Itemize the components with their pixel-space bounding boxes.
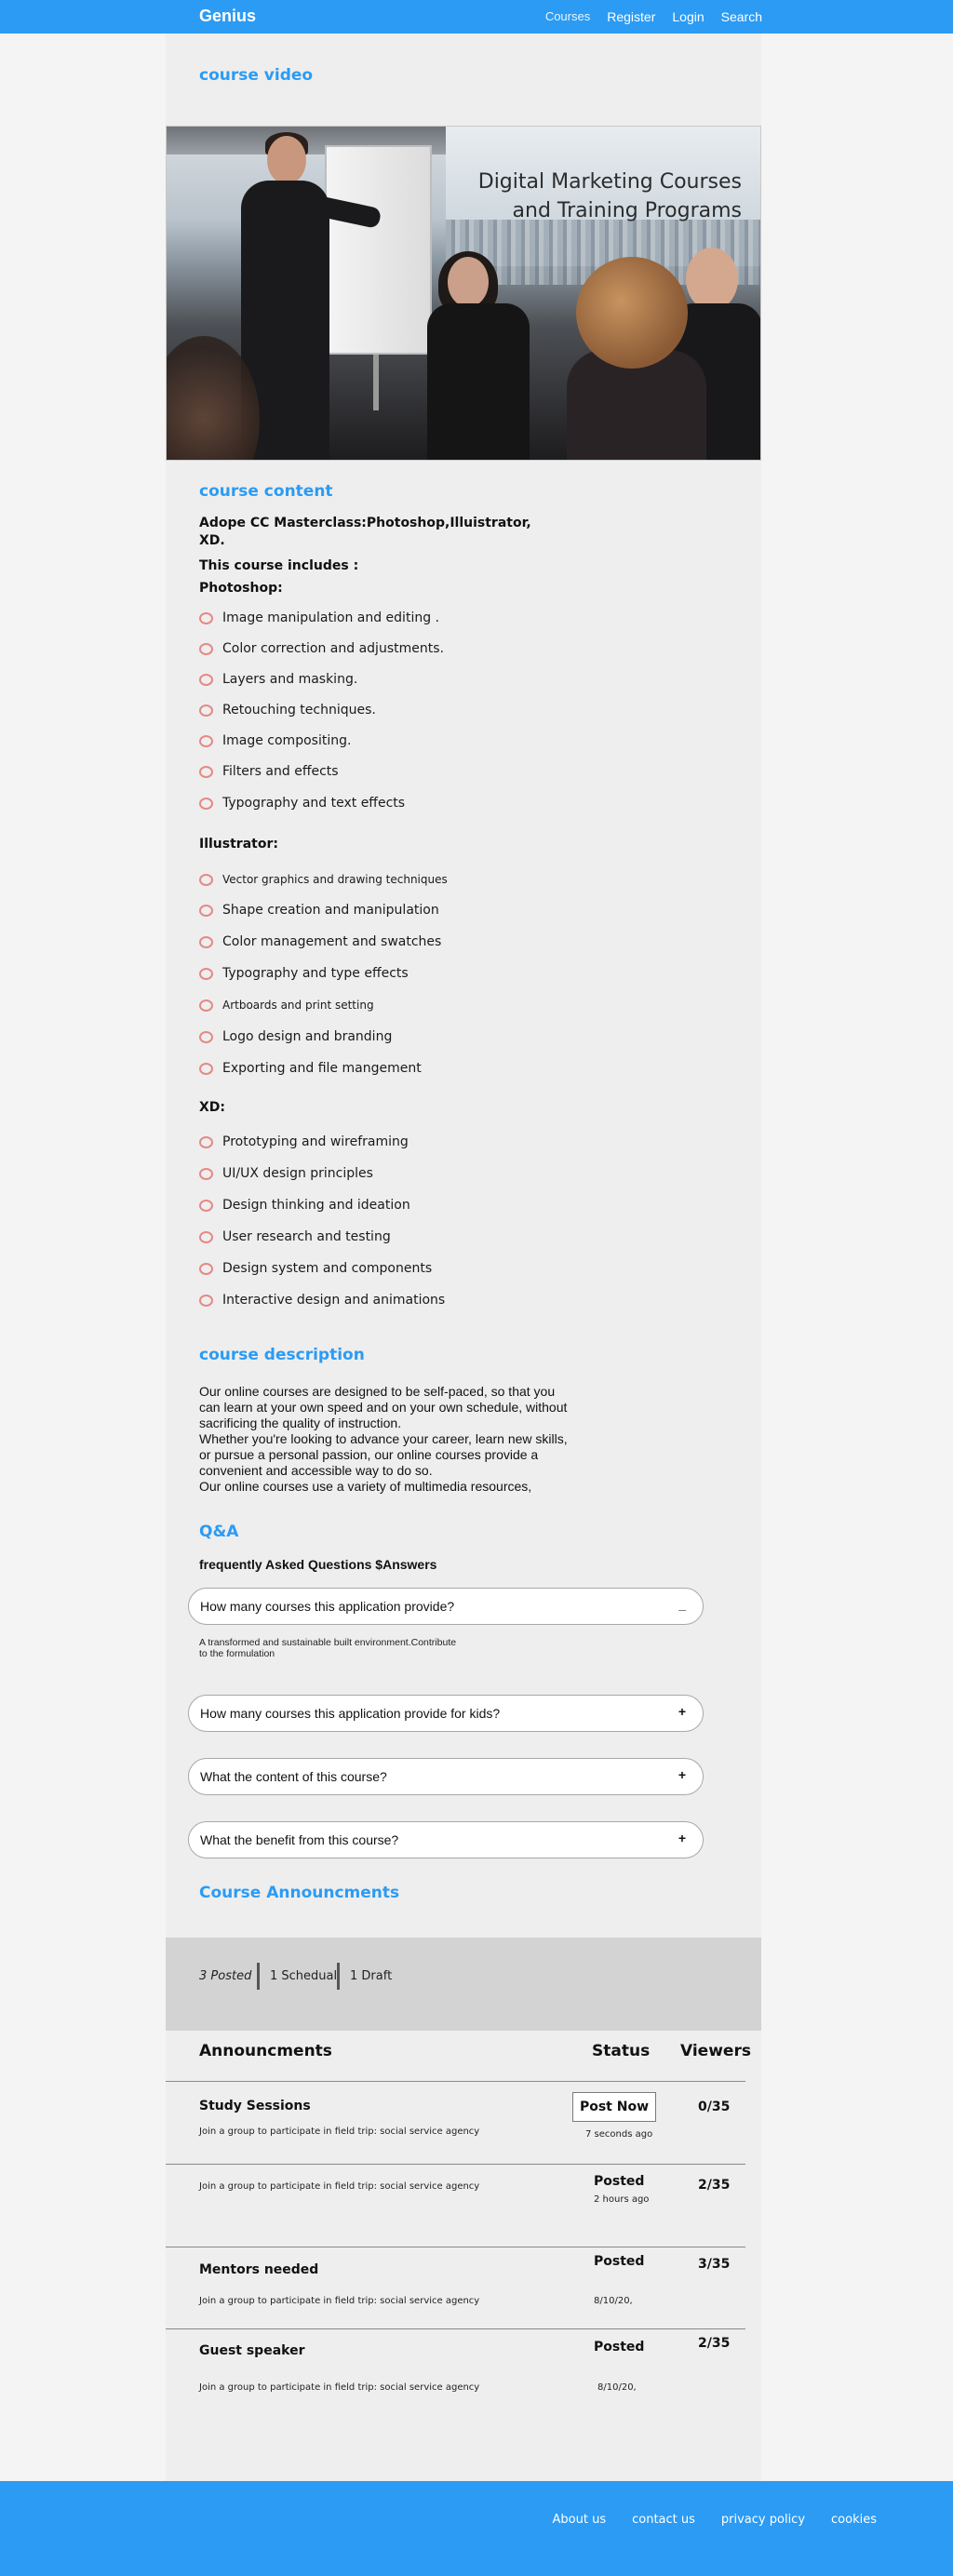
course-includes-label: This course includes : (199, 558, 359, 573)
attendee-figure (427, 257, 530, 461)
bullet-circle-icon (199, 1031, 213, 1043)
course-description-text: Our online courses are designed to be self-paced, so that you can learn at your own speed and on your own schedule, without sacrificing the quality of instruction. Whether you're looking to advance your career, learn new skills, or pursue a personal passion, our online courses provide a convenient and accessible way to do so. Our online courses use a variety of multimedia resources, (199, 1384, 568, 1494)
course-name: Adope CC Masterclass:Photoshop,Illuistrator, (199, 516, 531, 530)
viewer-count: 3/35 (698, 2257, 731, 2272)
bullet-circle-icon (199, 968, 213, 980)
course-video-title: course video (199, 66, 314, 85)
list-item (199, 731, 351, 751)
list-item-text: Color correction and adjustments. (222, 641, 444, 656)
announcement-text: Join a group to participate in field trip: social service agency (199, 2181, 480, 2192)
status-badge: Posted (594, 2340, 645, 2355)
faq-question-3[interactable] (188, 1758, 704, 1795)
course-video[interactable] (166, 126, 761, 461)
footer-link-about[interactable]: About us (552, 2513, 607, 2527)
footer-link-contact[interactable]: contact us (632, 2513, 695, 2527)
footer-link-privacy[interactable]: privacy policy (720, 2513, 806, 2527)
footer (0, 2481, 953, 2576)
collapse-icon[interactable]: _ (678, 1597, 686, 1612)
qa-title: Q&A (199, 1523, 239, 1541)
list-item-text: Typography and text effects (222, 796, 406, 811)
list-item-text: Exporting and file mangement (222, 1061, 422, 1076)
row-divider (166, 2328, 745, 2329)
faq-answer-line: to the formulation (199, 1648, 275, 1659)
nav-link-courses[interactable]: Courses (544, 9, 591, 23)
announcement-title[interactable]: Guest speaker (199, 2343, 305, 2358)
viewer-count: 2/35 (698, 2336, 731, 2351)
hero-title (435, 168, 742, 225)
col-header-status: Status (592, 2042, 651, 2060)
faq-question-text: What the content of this course? (200, 1769, 387, 1784)
list-item (199, 963, 409, 984)
bullet-circle-icon (199, 1263, 213, 1275)
bullet-circle-icon (199, 905, 213, 917)
nav-link-login[interactable]: Login (672, 9, 705, 24)
faq-answer (199, 1637, 478, 1659)
list-item (199, 608, 439, 628)
announcements-title: Course Announcments (199, 1884, 400, 1902)
footer-links (553, 2513, 877, 2527)
list-item (199, 869, 448, 890)
list-item-text: Interactive design and animations (222, 1293, 446, 1308)
announcement-title[interactable]: Mentors needed (199, 2262, 319, 2277)
list-item (199, 700, 376, 720)
course-content-title: course content (199, 482, 333, 501)
row-divider (166, 2081, 745, 2082)
list-item (199, 1195, 410, 1215)
whiteboard (325, 145, 432, 355)
nav-link-search[interactable]: Search (720, 9, 762, 24)
list-item (199, 761, 339, 782)
list-item (199, 638, 444, 659)
nav-link-register[interactable]: Register (607, 9, 656, 24)
list-item (199, 1290, 445, 1310)
list-item-text: Prototyping and wireframing (222, 1134, 409, 1149)
bullet-circle-icon (199, 735, 213, 747)
list-item (199, 900, 439, 920)
faq-answer-line: A transformed and sustainable built environment.Contribute (199, 1637, 457, 1648)
bullet-circle-icon (199, 1168, 213, 1180)
faq-question-text: What the benefit from this course? (200, 1832, 399, 1847)
bullet-circle-icon (199, 1295, 213, 1307)
status-badge: Posted (594, 2174, 645, 2189)
status-time: 8/10/20, (594, 2296, 633, 2306)
expand-icon[interactable]: + (678, 1767, 686, 1782)
tab-posted[interactable]: 3 Posted (199, 1969, 252, 1983)
list-item-text: Artboards and print setting (222, 999, 374, 1012)
faq-subtitle: frequently Asked Questions $Answers (199, 1557, 437, 1572)
bullet-circle-icon (199, 1063, 213, 1075)
tab-draft[interactable]: 1 Draft (350, 1969, 393, 1983)
list-item (199, 1058, 422, 1079)
faq-question-4[interactable] (188, 1821, 704, 1858)
list-item-text: Image manipulation and editing . (222, 610, 439, 625)
list-item-text: Image compositing. (222, 733, 352, 748)
status-time: 7 seconds ago (585, 2129, 653, 2140)
list-item (199, 669, 357, 690)
list-item-text: Design system and components (222, 1261, 433, 1276)
bullet-circle-icon (199, 766, 213, 778)
top-navbar (0, 0, 953, 34)
list-item (199, 1227, 391, 1247)
row-divider (166, 2164, 745, 2165)
list-item-text: Shape creation and manipulation (222, 903, 439, 918)
bullet-circle-icon (199, 1136, 213, 1148)
nav-links (545, 9, 762, 24)
bullet-circle-icon (199, 1200, 213, 1212)
list-item-text: UI/UX design principles (222, 1166, 373, 1181)
col-header-viewers: Viewers (680, 2042, 751, 2060)
xd-heading: XD: (199, 1100, 226, 1115)
course-name: XD. (199, 533, 225, 548)
bullet-circle-icon (199, 643, 213, 655)
expand-icon[interactable]: + (678, 1704, 686, 1719)
faq-question-1[interactable] (188, 1588, 704, 1625)
list-item-text: Logo design and branding (222, 1029, 393, 1044)
announcement-text: Join a group to participate in field trip: social service agency (199, 2127, 480, 2137)
bullet-circle-icon (199, 1231, 213, 1243)
announcement-tabs (166, 1938, 761, 2031)
viewer-count: 0/35 (698, 2100, 731, 2114)
list-item-text: User research and testing (222, 1229, 391, 1244)
list-item (199, 1026, 392, 1047)
bullet-circle-icon (199, 1000, 213, 1012)
list-item (199, 793, 405, 813)
faq-question-2[interactable] (188, 1695, 704, 1732)
bullet-circle-icon (199, 936, 213, 948)
status-badge: Posted (594, 2254, 645, 2269)
list-item (199, 1163, 373, 1184)
list-item (199, 995, 374, 1015)
tab-divider (337, 1963, 340, 1990)
faq-question-text: How many courses this application provide for kids? (200, 1706, 501, 1721)
list-item-text: Retouching techniques. (222, 703, 376, 718)
list-item-text: Filters and effects (222, 764, 339, 779)
course-description-title: course description (199, 1346, 365, 1364)
announcement-text: Join a group to participate in field trip: social service agency (199, 2382, 480, 2393)
bullet-circle-icon (199, 612, 213, 624)
bullet-circle-icon (199, 874, 213, 886)
tab-schedual[interactable]: 1 Schedual (270, 1969, 338, 1983)
expand-icon[interactable]: + (678, 1831, 686, 1845)
whiteboard-stand (373, 355, 379, 410)
hero-title-line: and Training Programs (512, 199, 742, 222)
faq-question-text: How many courses this application provide? (200, 1599, 455, 1614)
list-item-text: Color management and swatches (222, 934, 442, 949)
list-item-text: Design thinking and ideation (222, 1198, 410, 1213)
bullet-circle-icon (199, 704, 213, 717)
bullet-circle-icon (199, 798, 213, 810)
photoshop-heading: Photoshop: (199, 581, 283, 596)
illustrator-heading: Illustrator: (199, 837, 278, 852)
status-time: 8/10/20, (597, 2382, 637, 2393)
bullet-circle-icon (199, 674, 213, 686)
list-item-text: Layers and masking. (222, 672, 358, 687)
list-item-text: Typography and type effects (222, 966, 409, 981)
list-item (199, 932, 441, 952)
status-time: 2 hours ago (594, 2194, 650, 2205)
hero-title-line: Digital Marketing Courses (477, 170, 742, 194)
announcement-text: Join a group to participate in field trip: social service agency (199, 2296, 480, 2306)
tab-divider (257, 1963, 260, 1990)
list-item-text: Vector graphics and drawing techniques (222, 873, 448, 886)
list-item (199, 1132, 409, 1152)
post-now-button[interactable]: Post Now (572, 2092, 656, 2122)
list-item (199, 1258, 432, 1279)
announcement-title[interactable]: Study Sessions (199, 2099, 311, 2113)
footer-link-cookies[interactable]: cookies (831, 2513, 877, 2527)
brand-logo[interactable]: Genius (199, 7, 257, 25)
viewer-count: 2/35 (698, 2178, 731, 2193)
col-header-announcements: Announcments (199, 2042, 332, 2060)
attendee-figure (567, 257, 761, 461)
